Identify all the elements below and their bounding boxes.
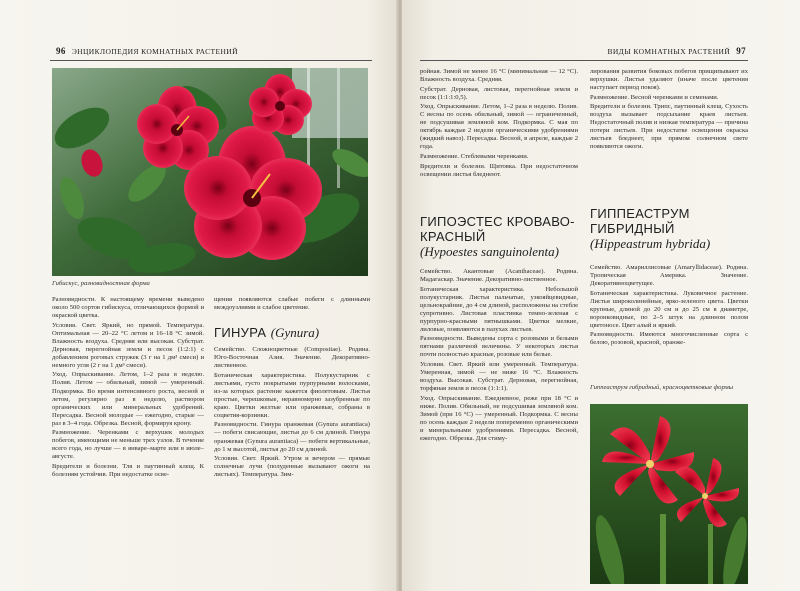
hypoestes-text bbox=[420, 268, 578, 586]
hypoestes-title: ГИПОЭСТЕС КРОВАВО-КРАСНЫЙ bbox=[420, 214, 575, 244]
text-paragraph: Семейство. Амариллисовые (Amaryllidaceae). Родина. Тропическая Америка. Значение. Декоративноцветущее. bbox=[590, 264, 748, 288]
hippeastrum-flower-photo bbox=[590, 404, 748, 584]
gynura-text bbox=[214, 346, 370, 586]
text-paragraph: Условия. Свет. Яркий, но прямой. Температура. Оптимальная — 20–22 °С летом и 16–18 °С зимой. Влажность воздуха. Средняя или высокая. Субстрат. Дерновая, перегнойная земля и песок (1:2:1) с добавлением роговых стружек (3 г на 1 дм³ смеси) и немного угля (2 г на 1 дм³ смеси). bbox=[52, 321, 204, 369]
text-paragraph: Размножение. Стеблевыми черенками. bbox=[420, 152, 529, 160]
page-number-left: 96 bbox=[56, 46, 66, 56]
gynura-heading bbox=[214, 324, 370, 342]
right-column-2-top bbox=[590, 68, 748, 202]
hypoestes-heading bbox=[420, 214, 580, 260]
gynura-latin-name: (Gynura) bbox=[270, 325, 320, 340]
hippeastrum-title: ГИППЕАСТРУМ ГИБРИДНЫЙ bbox=[590, 206, 690, 236]
hippeastrum-text bbox=[590, 264, 748, 372]
text-paragraph: Ботаническая характеристика. Луковичное растение. Листья широколинейные, ярко-зеленого цвета. Цветки крупные, длиной до 20 см и до 25 см в диаметре, воронковидные, по 2–5 штук на длинном полом цветоносе. Цвет алый и яркий. bbox=[590, 289, 748, 329]
text-paragraph: Ботаническая характеристика. Небольшой полукустарник. Листья пальчатые, узкояйцевидные, цельнокрайние, до 4 см длиной, расположены на стебле супротивно. Листовая пластинка темно-зеленая с пурпурно-красными пятнышками. Цветки мелкие, лиловые, появляются в пазухах листьев. bbox=[420, 285, 578, 333]
text-paragraph: Разновидности. К настоящему времени выведено около 500 сортов гибискуса, отличающихся формой и окраской цветка. bbox=[52, 296, 204, 320]
text-paragraph: Уход. Опрыскивание. Летом, 1–2 раза в неделю. Полив. Летом — обильный, зимой — умеренный. Подкормка. Во время интенсивного роста, весной и летом, регулярно раз в неделю, раствором органических или минеральных удобрений. Пересадка. Весной молодые — ежегодно, старые — раз в 3–4 года. Обрезка. Весной, формируя крону. bbox=[52, 371, 204, 427]
text-paragraph: Субстрат. Дерновая, листовая, перегнойная земля и песок (1:1:1:0,5). bbox=[420, 85, 578, 101]
header-rule-left bbox=[50, 60, 372, 61]
text-paragraph: Вредители и болезни. Трипс, паутинный клещ. Сухость воздуха вызывает подсыхание краев листьев. Недостаточный полив и низкая температура — причина потери листьев. При недостатке освещения окраска листьев бледнеет, при прямом солнечном свете появляются ожоги. bbox=[590, 103, 748, 151]
left-column-1 bbox=[52, 296, 204, 586]
page-number-right: 97 bbox=[736, 46, 746, 56]
text-paragraph: Ботаническая характеристика. Полукустарник с листьями, густо покрытыми пурпурными волосками, из-за которых растение кажется фиолетовым. Листья простые, черешковые, неравномерно зазубренные по краю. Цветки желтые или оранжевые, собраны в соцветия-корзинки. bbox=[214, 371, 370, 419]
text-paragraph: Условия. Свет. Яркий. Утром и вечером — прямые солнечные лучи (полуденные вызывают ожоги на листьях). Температура. Зим- bbox=[214, 455, 370, 479]
hibiscus-flower-photo bbox=[52, 68, 368, 276]
right-page bbox=[402, 0, 800, 591]
text-paragraph: Разновидности. Выведены сорта с розовыми и белыми пятнами различной величины. У некоторых листья почти полностью красные, розовые или белые. bbox=[420, 335, 578, 359]
left-running-head bbox=[50, 44, 238, 58]
text-paragraph: Вредители и болезни. Тля и паутинный клещ. К болезням устойчив. При недостатке осве- bbox=[52, 462, 204, 478]
header-rule-right bbox=[420, 60, 748, 61]
hippeastrum-heading bbox=[590, 206, 750, 252]
gynura-title: ГИНУРА bbox=[214, 325, 267, 340]
text-paragraph: лирования развития боковых побегов прищипывают их верхушки. Листья удаляют (иначе после цветения наступает период покоя). bbox=[590, 68, 748, 92]
right-running-head bbox=[607, 44, 752, 58]
hippeastrum-latin-name: (Hippeastrum hybrida) bbox=[590, 236, 711, 251]
text-paragraph: Размножение. Черенками с верхушек молодых побегов, имеющими не меньше трех узлов. В течение всего года, но лучше — в январе–марте или в июле–августе. bbox=[52, 429, 204, 461]
hibiscus-photo-caption: Гибискус, разновидностная форма bbox=[52, 280, 150, 287]
running-head-left: ЭНЦИКЛОПЕДИЯ КОМНАТНЫХ РАСТЕНИЙ bbox=[71, 46, 238, 56]
text-paragraph: Размножение. Весной черенками и семенами. bbox=[590, 93, 719, 101]
hypoestes-latin-name: (Hypoestes sanguinolenta) bbox=[420, 244, 560, 259]
text-paragraph: Уход. Опрыскивание. Ежедневное, реже при 18 °С и ниже. Полив. Обильный, не подсушивая земляной ком. Зимой (при 16 °С) — умеренный. Подкормка. С весны по осень каждые 2 недели попеременно органическими и минеральными удобрениями. Пересадка. Весной, ежегодно. Обрезка. Для стиму- bbox=[420, 394, 578, 442]
right-column-1-top bbox=[420, 68, 578, 208]
text-paragraph: Уход. Опрыскивание. Летом, 1–2 раза в неделю. Полив. С весны по осень обильный, зимой — ограниченный, не подсушивая земляной ком. Подкормка. С мая по октябрь каждые 2 недели органическими удобрениями (жидкий навоз). Пересадка. Весной, в апреле, каждые 2 года. bbox=[420, 103, 578, 151]
text-paragraph: Вредители и болезни. Щитовка. При недостаточном освещении листья бледнеют. bbox=[420, 162, 578, 178]
running-head-right: ВИДЫ КОМНАТНЫХ РАСТЕНИЙ bbox=[607, 46, 731, 56]
text-paragraph: ройная. Зимой не менее 16 °С (минимальная — 12 °С). Влажность воздуха. Средняя. bbox=[420, 68, 578, 84]
left-page bbox=[0, 0, 398, 591]
hippeastrum-photo-caption: Гиппеаструм гибридный, красноцветковые формы bbox=[590, 384, 734, 391]
text-paragraph: Разновидности. Гинура оранжевая (Gynura aurantiaca) — побеги свисающие, листья до 6 см длиной. Гинура оранжевая (Gynura aurantiaca) — побеги вертикальные, до 1 м высотой, листья до 20 см длиной. bbox=[214, 421, 370, 453]
text-paragraph: Семейство. Акантовые (Acanthaceae). Родина. Мадагаскар. Значение. Декоративно-лиственное. bbox=[420, 268, 578, 284]
text-paragraph: Семейство. Сложноцветные (Compositae). Родина. Юго-Восточная Азия. Значение. Декоративно-лиственное. bbox=[214, 346, 370, 370]
left-column-2-top bbox=[214, 296, 370, 316]
text-paragraph: Разновидности. Имеются многочисленные сорта с белою, розовой, красной, оранже- bbox=[590, 331, 748, 347]
text-paragraph: Условия. Свет. Яркий или умеренный. Температура. Умеренная, зимой — не ниже 16 °С. Влажность воздуха. Высокая. Субстрат. Дерновая, перегнойная, торфяная земля и песок (1:1:1). bbox=[420, 361, 578, 393]
text-paragraph: щения появляются слабые побеги с длинными междоузлиями и слабое цветение. bbox=[214, 296, 370, 312]
